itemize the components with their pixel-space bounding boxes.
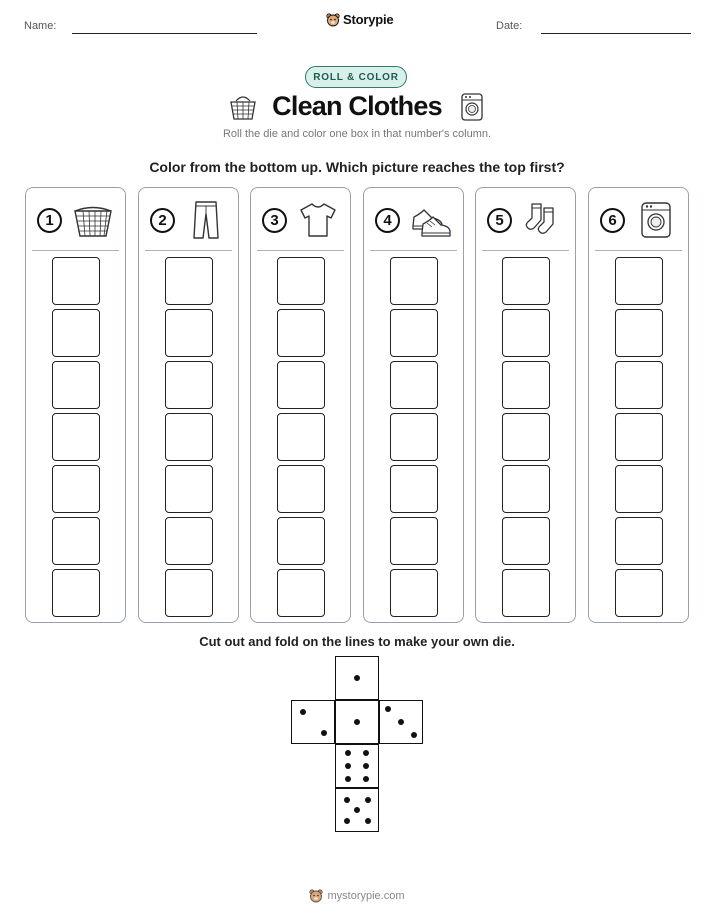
die-face-1 <box>335 700 379 744</box>
die-pip <box>321 730 327 736</box>
color-box[interactable] <box>390 413 438 461</box>
cut-instruction: Cut out and fold on the lines to make your own die. <box>199 634 515 649</box>
color-box[interactable] <box>502 309 550 357</box>
die-pip <box>365 797 371 803</box>
color-box[interactable] <box>52 517 100 565</box>
column-6 <box>588 187 689 623</box>
t-shirt-icon <box>297 200 339 240</box>
color-box[interactable] <box>615 309 663 357</box>
subtitle: Roll the die and color one box in that number's column. <box>222 128 492 140</box>
die-face-1 <box>335 656 379 700</box>
color-box[interactable] <box>165 465 213 513</box>
page-title: Clean Clothes <box>272 91 442 121</box>
brand-logo <box>326 12 393 27</box>
color-box[interactable] <box>277 361 325 409</box>
color-box[interactable] <box>165 517 213 565</box>
color-box[interactable] <box>52 257 100 305</box>
color-box[interactable] <box>165 257 213 305</box>
footer-url[interactable]: mystorypie.com <box>327 890 405 902</box>
color-box[interactable] <box>52 569 100 617</box>
color-box[interactable] <box>615 361 663 409</box>
color-box[interactable] <box>502 465 550 513</box>
color-box[interactable] <box>615 465 663 513</box>
die-pip <box>345 776 351 782</box>
column-3 <box>250 187 351 623</box>
color-box[interactable] <box>390 309 438 357</box>
color-box[interactable] <box>277 517 325 565</box>
column-5 <box>475 187 576 623</box>
pants-icon <box>185 200 227 240</box>
color-box[interactable] <box>165 569 213 617</box>
die-pip <box>365 818 371 824</box>
date-line[interactable] <box>541 33 691 34</box>
color-box[interactable] <box>390 569 438 617</box>
color-box[interactable] <box>615 517 663 565</box>
date-label: Date: <box>496 20 523 32</box>
die-pip <box>344 818 350 824</box>
sneakers-icon <box>410 200 452 240</box>
die-pip <box>300 709 306 715</box>
bear-logo-icon <box>326 13 340 27</box>
washing-machine-icon <box>635 200 677 240</box>
column-divider <box>482 250 569 251</box>
brand-name: Storypie <box>343 12 394 27</box>
die-pip <box>354 675 360 681</box>
column-number: 3 <box>262 208 287 233</box>
die-pip <box>345 750 351 756</box>
color-box[interactable] <box>277 413 325 461</box>
die-pip <box>385 706 391 712</box>
column-number: 5 <box>487 208 512 233</box>
socks-icon <box>522 200 564 240</box>
column-divider <box>32 250 119 251</box>
die-pip <box>344 797 350 803</box>
die-pip <box>363 750 369 756</box>
die-pip <box>354 719 360 725</box>
column-divider <box>257 250 344 251</box>
column-2 <box>138 187 239 623</box>
name-line[interactable] <box>72 33 257 34</box>
color-box[interactable] <box>277 309 325 357</box>
color-box[interactable] <box>502 569 550 617</box>
bear-logo-icon <box>309 889 323 903</box>
die-pip <box>363 776 369 782</box>
name-label: Name: <box>24 20 57 32</box>
washing-machine-icon <box>459 92 485 122</box>
column-number: 1 <box>37 208 62 233</box>
color-box[interactable] <box>165 361 213 409</box>
color-box[interactable] <box>277 257 325 305</box>
color-box[interactable] <box>390 257 438 305</box>
color-box[interactable] <box>165 413 213 461</box>
color-box[interactable] <box>52 309 100 357</box>
column-1 <box>25 187 126 623</box>
die-pip <box>345 763 351 769</box>
color-box[interactable] <box>390 361 438 409</box>
color-box[interactable] <box>277 465 325 513</box>
instruction: Color from the bottom up. Which picture reaches the top first? <box>149 159 565 175</box>
color-box[interactable] <box>615 413 663 461</box>
color-box[interactable] <box>390 465 438 513</box>
color-box[interactable] <box>615 569 663 617</box>
column-number: 6 <box>600 208 625 233</box>
color-box[interactable] <box>52 361 100 409</box>
column-divider <box>370 250 457 251</box>
die-face-5 <box>335 788 379 832</box>
color-box[interactable] <box>502 517 550 565</box>
color-box[interactable] <box>615 257 663 305</box>
color-box[interactable] <box>390 517 438 565</box>
column-divider <box>595 250 682 251</box>
color-box[interactable] <box>165 309 213 357</box>
column-number: 2 <box>150 208 175 233</box>
die-pip <box>363 763 369 769</box>
column-4 <box>363 187 464 623</box>
footer <box>0 889 714 903</box>
basket-icon <box>228 93 258 121</box>
color-box[interactable] <box>502 361 550 409</box>
color-box[interactable] <box>502 413 550 461</box>
color-box[interactable] <box>277 569 325 617</box>
color-box[interactable] <box>52 465 100 513</box>
column-number: 4 <box>375 208 400 233</box>
color-box[interactable] <box>502 257 550 305</box>
die-face-3 <box>379 700 423 744</box>
column-divider <box>145 250 232 251</box>
color-box[interactable] <box>52 413 100 461</box>
die-pip <box>354 807 360 813</box>
laundry-basket-icon <box>72 200 114 240</box>
die-face-2 <box>291 700 335 744</box>
die-face-6 <box>335 744 379 788</box>
die-pip <box>398 719 404 725</box>
activity-badge: ROLL & COLOR <box>305 66 407 88</box>
die-pip <box>411 732 417 738</box>
